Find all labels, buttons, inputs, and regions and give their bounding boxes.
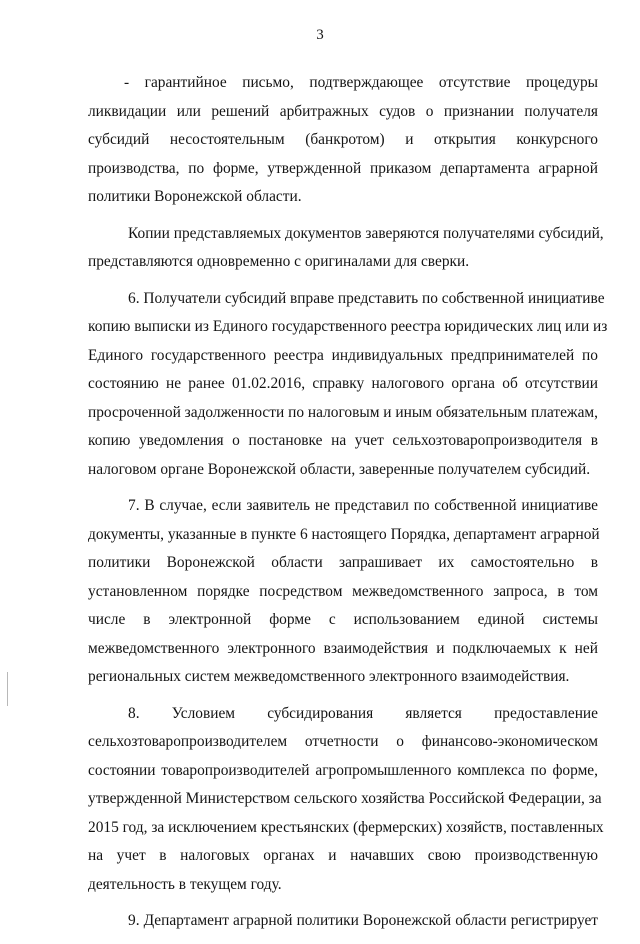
scan-margin-mark <box>7 672 8 706</box>
text-line: политики Воронежской области. <box>88 188 302 205</box>
text-line: копию уведомления о постановке на учет сельхозтоваропроизводителя в <box>88 432 598 449</box>
text-line: 2015 год, за исключением крестьянских (фермерских) хозяйств, поставленных <box>88 818 604 836</box>
text-line: ликвидации или решений арбитражных судов о признании получателя <box>88 102 598 120</box>
text-line: - гарантийное письмо, подтверждающее отсутствие процедуры <box>124 74 598 91</box>
paragraph <box>88 700 604 900</box>
text-line: представляются одновременно с оригиналами для сверки. <box>88 253 470 270</box>
text-line: документы, указанные в пункте 6 настоящего Порядка, департамент аграрной <box>88 525 600 543</box>
text-line: региональных систем межведомственного электронного взаимодействия. <box>88 668 570 685</box>
text-line: просроченной задолженности по налоговым и иным обязательным платежам, <box>88 403 598 421</box>
paragraph <box>88 69 598 212</box>
text-line: производства, по форме, утвержденной приказом департамента аграрной <box>88 159 598 177</box>
text-line: установленном порядке посредством межведомственного запроса, в том <box>88 582 598 600</box>
text-line: межведомственного электронного взаимодействия и подключаемых к ней <box>88 639 598 657</box>
text-line: деятельность в текущем году. <box>88 875 282 893</box>
text-line: на учет в налоговых органах и начавших свою производственную <box>88 847 598 864</box>
text-line: политики Воронежской области запрашивает их самостоятельно в <box>88 554 598 571</box>
document-body <box>88 69 608 944</box>
text-line: налоговом органе Воронежской области, заверенные получателем субсидий. <box>88 460 591 478</box>
paragraph <box>88 220 604 277</box>
paragraph <box>88 492 598 692</box>
text-line: 8. Условием субсидирования является предоставление <box>128 704 598 722</box>
text-line: Единого государственного реестра индивидуальных предпринимателей по <box>88 346 598 364</box>
paragraph <box>88 907 598 936</box>
text-line: 7. В случае, если заявитель не представил по собственной инициативе <box>128 497 598 514</box>
text-line: состоянии товаропроизводителей агропромышленного комплекса по форме, <box>88 761 598 779</box>
text-line: 9. Департамент аграрной политики Воронежской области регистрирует <box>128 912 598 929</box>
text-line: 6. Получатели субсидий вправе представить по собственной инициативе <box>128 289 605 307</box>
page-number: 3 <box>316 27 324 43</box>
paragraph <box>88 285 608 485</box>
text-line: состоянию не ранее 01.02.2016, справку налогового органа об отсутствии <box>88 375 598 392</box>
text-line: копию выписки из Единого государственного реестра юридических лиц или из <box>88 318 608 335</box>
text-line: Копии представляемых документов заверяются получателями субсидий, <box>128 224 604 242</box>
text-line: сельхозтоваропроизводителем отчетности о финансово-экономическом <box>88 733 598 750</box>
text-line: числе в электронной форме с использованием единой системы <box>88 611 598 628</box>
text-line: субсидий несостоятельным (банкротом) и открытия конкурсного <box>88 131 598 148</box>
text-line: утвержденной Министерством сельского хозяйства Российской Федерации, за <box>88 790 602 807</box>
